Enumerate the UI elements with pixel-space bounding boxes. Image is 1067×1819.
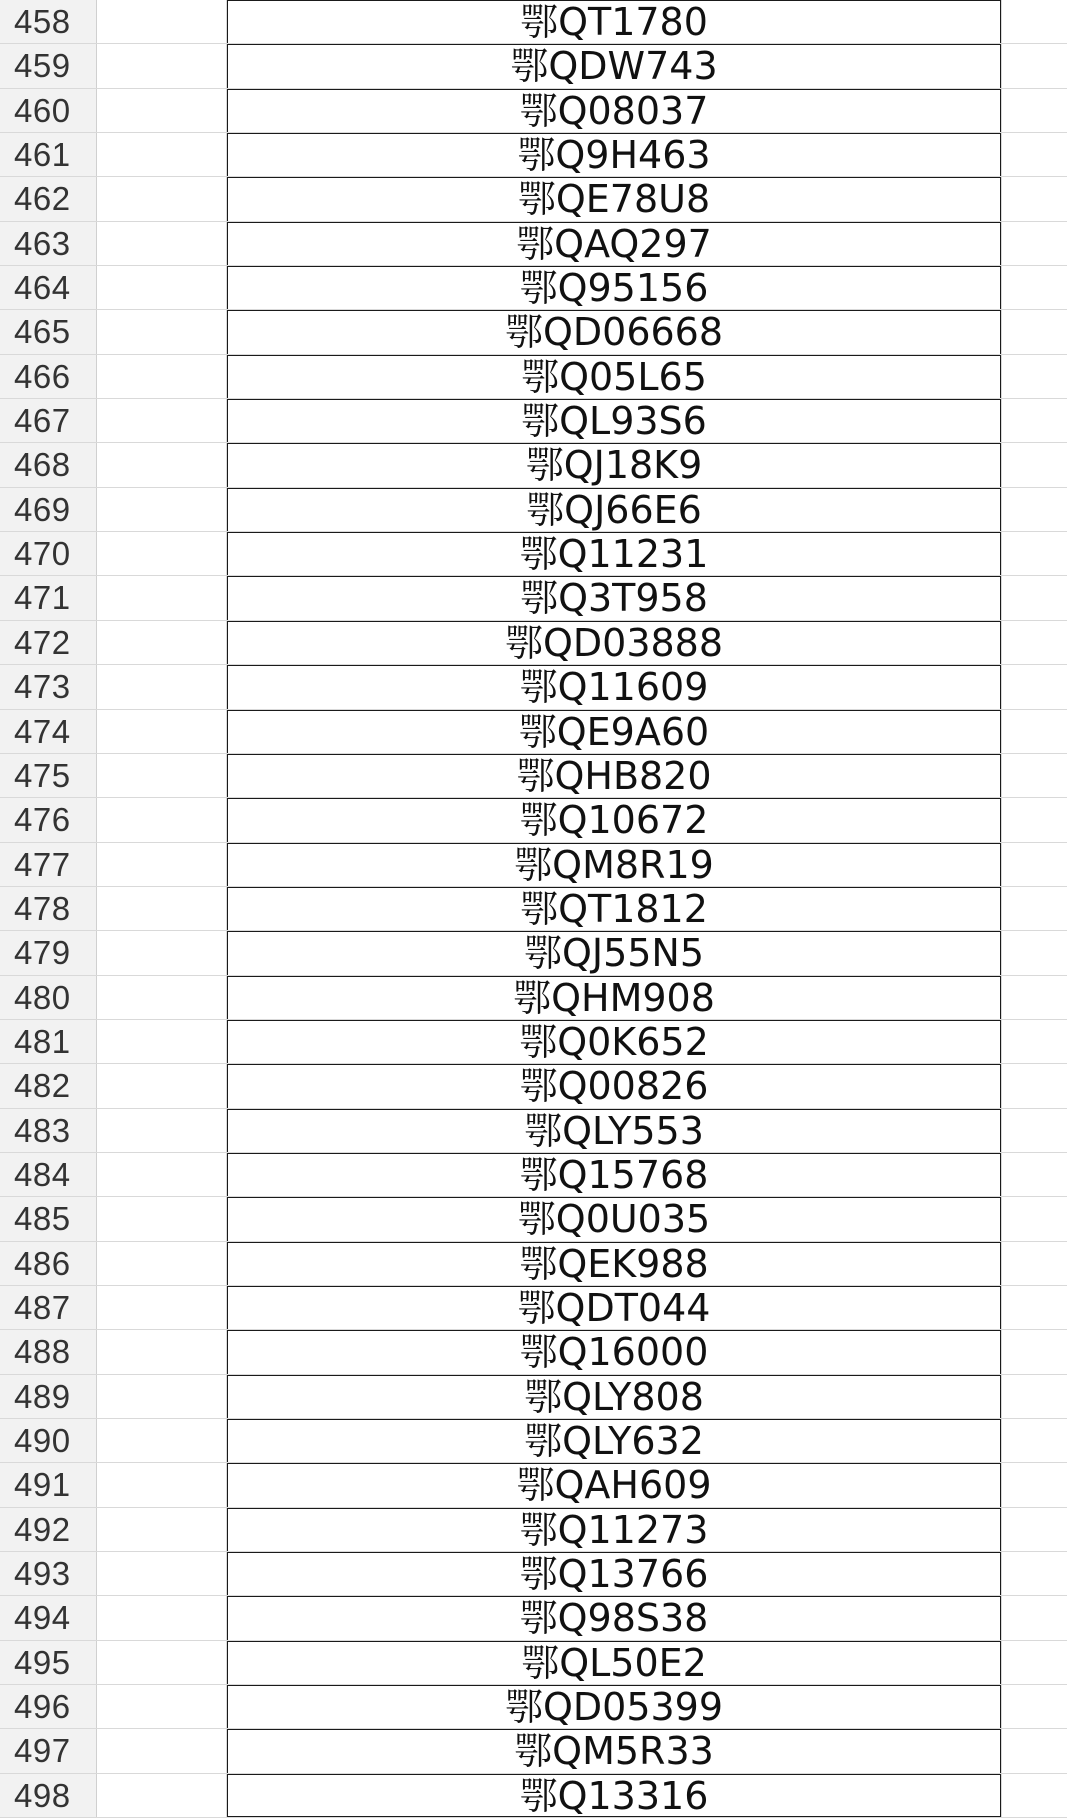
cell-empty[interactable] (1001, 1242, 1067, 1285)
cell-plate[interactable]: 鄂QE9A60 (227, 710, 1001, 753)
cell-plate[interactable]: 鄂Q95156 (227, 266, 1001, 309)
cell-empty[interactable] (1001, 177, 1067, 220)
cell-empty[interactable] (97, 89, 227, 132)
cell-plate[interactable]: 鄂QD06668 (227, 310, 1001, 353)
cell-empty[interactable] (97, 1064, 227, 1107)
cell-empty[interactable] (97, 1197, 227, 1240)
row-header[interactable]: 486 (0, 1242, 97, 1285)
table-row (0, 1064, 1067, 1108)
row-header[interactable]: 458 (0, 0, 97, 43)
cell-empty[interactable] (1001, 1153, 1067, 1196)
cell-plate[interactable]: 鄂Q11273 (227, 1508, 1001, 1551)
table-row (0, 887, 1067, 931)
cell-empty[interactable] (1001, 532, 1067, 575)
cell-empty[interactable] (97, 310, 227, 353)
cell-empty[interactable] (97, 0, 227, 43)
row-header[interactable]: 466 (0, 355, 97, 398)
cell-empty[interactable] (97, 532, 227, 575)
cell-empty[interactable] (1001, 1729, 1067, 1772)
cell-empty[interactable] (1001, 133, 1067, 176)
cell-empty[interactable] (1001, 931, 1067, 974)
row-header[interactable]: 488 (0, 1330, 97, 1373)
cell-empty[interactable] (97, 133, 227, 176)
cell-empty[interactable] (97, 665, 227, 708)
cell-plate[interactable]: 鄂QDT044 (227, 1286, 1001, 1329)
cell-plate[interactable]: 鄂QLY632 (227, 1419, 1001, 1462)
row-header[interactable]: 473 (0, 665, 97, 708)
cell-empty[interactable] (1001, 310, 1067, 353)
row-header[interactable]: 467 (0, 399, 97, 442)
cell-empty[interactable] (97, 710, 227, 753)
cell-empty[interactable] (1001, 1596, 1067, 1639)
cell-plate[interactable]: 鄂QD03888 (227, 621, 1001, 664)
cell-empty[interactable] (1001, 798, 1067, 841)
row-header[interactable]: 481 (0, 1020, 97, 1063)
cell-plate[interactable]: 鄂Q10672 (227, 798, 1001, 841)
cell-empty[interactable] (97, 488, 227, 531)
cell-plate[interactable]: 鄂Q3T958 (227, 576, 1001, 619)
cell-plate[interactable]: 鄂QD05399 (227, 1685, 1001, 1728)
cell-plate[interactable]: 鄂QM8R19 (227, 843, 1001, 886)
table-row (0, 665, 1067, 709)
row-header[interactable]: 489 (0, 1375, 97, 1418)
table-row (0, 1330, 1067, 1374)
table-row (0, 488, 1067, 532)
row-header[interactable]: 460 (0, 89, 97, 132)
table-row (0, 1419, 1067, 1463)
cell-plate[interactable]: 鄂QHB820 (227, 754, 1001, 797)
cell-empty[interactable] (1001, 1286, 1067, 1329)
cell-empty[interactable] (1001, 1508, 1067, 1551)
cell-plate[interactable]: 鄂QL93S6 (227, 399, 1001, 442)
cell-plate[interactable]: 鄂QT1812 (227, 887, 1001, 930)
row-header[interactable]: 468 (0, 443, 97, 486)
cell-empty[interactable] (1001, 0, 1067, 43)
cell-empty[interactable] (1001, 1463, 1067, 1506)
table-row (0, 1153, 1067, 1197)
table-row (0, 710, 1067, 754)
table-row (0, 133, 1067, 177)
cell-empty[interactable] (1001, 1020, 1067, 1063)
cell-empty[interactable] (97, 222, 227, 265)
cell-empty[interactable] (1001, 1685, 1067, 1728)
cell-empty[interactable] (97, 1375, 227, 1418)
cell-empty[interactable] (97, 754, 227, 797)
row-header[interactable]: 479 (0, 931, 97, 974)
table-row (0, 1109, 1067, 1153)
cell-plate[interactable]: 鄂Q00826 (227, 1064, 1001, 1107)
table-row (0, 1463, 1067, 1507)
cell-empty[interactable] (97, 576, 227, 619)
cell-plate[interactable]: 鄂QM5R33 (227, 1729, 1001, 1772)
row-header[interactable]: 482 (0, 1064, 97, 1107)
table-row (0, 44, 1067, 88)
cell-plate[interactable]: 鄂Q08037 (227, 89, 1001, 132)
table-row (0, 222, 1067, 266)
table-row (0, 754, 1067, 798)
cell-empty[interactable] (97, 1419, 227, 1462)
cell-empty[interactable] (97, 931, 227, 974)
cell-empty[interactable] (97, 355, 227, 398)
row-header[interactable]: 465 (0, 310, 97, 353)
cell-empty[interactable] (97, 1596, 227, 1639)
table-row (0, 798, 1067, 842)
cell-plate[interactable]: 鄂QDW743 (227, 44, 1001, 87)
cell-empty[interactable] (97, 887, 227, 930)
row-header[interactable]: 474 (0, 710, 97, 753)
row-header[interactable]: 461 (0, 133, 97, 176)
row-header[interactable]: 470 (0, 532, 97, 575)
table-row (0, 1641, 1067, 1685)
cell-empty[interactable] (1001, 1064, 1067, 1107)
cell-empty[interactable] (1001, 1330, 1067, 1373)
table-row (0, 266, 1067, 310)
cell-empty[interactable] (1001, 843, 1067, 886)
row-header[interactable]: 483 (0, 1109, 97, 1152)
cell-plate[interactable]: 鄂Q13766 (227, 1552, 1001, 1595)
cell-empty[interactable] (1001, 1375, 1067, 1418)
cell-empty[interactable] (1001, 1552, 1067, 1595)
cell-empty[interactable] (97, 1109, 227, 1152)
cell-empty[interactable] (1001, 399, 1067, 442)
cell-empty[interactable] (1001, 222, 1067, 265)
cell-plate[interactable]: 鄂QJ18K9 (227, 443, 1001, 486)
cell-plate[interactable]: 鄂QLY553 (227, 1109, 1001, 1152)
cell-empty[interactable] (1001, 976, 1067, 1019)
cell-empty[interactable] (97, 843, 227, 886)
cell-empty[interactable] (97, 266, 227, 309)
row-header[interactable]: 463 (0, 222, 97, 265)
row-header[interactable]: 497 (0, 1729, 97, 1772)
cell-empty[interactable] (1001, 1774, 1067, 1817)
cell-empty[interactable] (97, 798, 227, 841)
cell-empty[interactable] (1001, 576, 1067, 619)
row-header[interactable]: 498 (0, 1774, 97, 1817)
row-header[interactable]: 472 (0, 621, 97, 664)
row-header[interactable]: 480 (0, 976, 97, 1019)
cell-empty[interactable] (97, 443, 227, 486)
cell-empty[interactable] (1001, 89, 1067, 132)
cell-plate[interactable]: 鄂QJ66E6 (227, 488, 1001, 531)
cell-empty[interactable] (1001, 621, 1067, 664)
row-header[interactable]: 485 (0, 1197, 97, 1240)
cell-empty[interactable] (97, 1330, 227, 1373)
cell-empty[interactable] (97, 1153, 227, 1196)
table-row (0, 1508, 1067, 1552)
table-row (0, 1242, 1067, 1286)
table-row (0, 1552, 1067, 1596)
row-header[interactable]: 484 (0, 1153, 97, 1196)
table-row (0, 576, 1067, 620)
row-header[interactable]: 464 (0, 266, 97, 309)
cell-empty[interactable] (97, 1242, 227, 1285)
cell-plate[interactable]: 鄂Q0U035 (227, 1197, 1001, 1240)
cell-empty[interactable] (1001, 1641, 1067, 1684)
row-header[interactable]: 490 (0, 1419, 97, 1462)
cell-empty[interactable] (97, 976, 227, 1019)
row-header[interactable]: 487 (0, 1286, 97, 1329)
table-row (0, 89, 1067, 133)
cell-empty[interactable] (97, 1729, 227, 1772)
cell-empty[interactable] (97, 399, 227, 442)
table-row (0, 1596, 1067, 1640)
table-row (0, 355, 1067, 399)
cell-empty[interactable] (97, 44, 227, 87)
row-header[interactable]: 491 (0, 1463, 97, 1506)
row-header[interactable]: 475 (0, 754, 97, 797)
cell-empty[interactable] (97, 621, 227, 664)
table-row (0, 1375, 1067, 1419)
cell-plate[interactable]: 鄂Q98S38 (227, 1596, 1001, 1639)
row-header[interactable]: 495 (0, 1641, 97, 1684)
cell-plate[interactable]: 鄂QAQ297 (227, 222, 1001, 265)
row-header[interactable]: 478 (0, 887, 97, 930)
cell-empty[interactable] (97, 1508, 227, 1551)
table-row (0, 1197, 1067, 1241)
cell-plate[interactable]: 鄂QL50E2 (227, 1641, 1001, 1684)
cell-plate[interactable]: 鄂QE78U8 (227, 177, 1001, 220)
cell-empty[interactable] (1001, 488, 1067, 531)
cell-empty[interactable] (1001, 665, 1067, 708)
cell-empty[interactable] (1001, 443, 1067, 486)
table-row (0, 1286, 1067, 1330)
table-row (0, 532, 1067, 576)
cell-plate[interactable]: 鄂Q13316 (227, 1774, 1001, 1817)
cell-empty[interactable] (97, 1020, 227, 1063)
cell-empty[interactable] (1001, 1197, 1067, 1240)
cell-empty[interactable] (1001, 266, 1067, 309)
row-header[interactable]: 459 (0, 44, 97, 87)
cell-plate[interactable]: 鄂Q11231 (227, 532, 1001, 575)
cell-empty[interactable] (97, 1463, 227, 1506)
cell-empty[interactable] (1001, 1109, 1067, 1152)
cell-empty[interactable] (1001, 1419, 1067, 1462)
table-row (0, 1729, 1067, 1773)
cell-plate[interactable]: 鄂QHM908 (227, 976, 1001, 1019)
row-header[interactable]: 492 (0, 1508, 97, 1551)
cell-plate[interactable]: 鄂QT1780 (227, 0, 1001, 43)
table-row (0, 399, 1067, 443)
cell-plate[interactable]: 鄂QJ55N5 (227, 931, 1001, 974)
cell-plate[interactable]: 鄂QAH609 (227, 1463, 1001, 1506)
table-row (0, 621, 1067, 665)
cell-empty[interactable] (97, 1641, 227, 1684)
table-row (0, 310, 1067, 354)
table-row (0, 976, 1067, 1020)
cell-plate[interactable]: 鄂QLY808 (227, 1375, 1001, 1418)
table-row (0, 1774, 1067, 1818)
row-header[interactable]: 476 (0, 798, 97, 841)
cell-empty[interactable] (97, 1685, 227, 1728)
cell-plate[interactable]: 鄂Q9H463 (227, 133, 1001, 176)
row-header[interactable]: 471 (0, 576, 97, 619)
cell-empty[interactable] (97, 1552, 227, 1595)
table-row (0, 177, 1067, 221)
cell-plate[interactable]: 鄂QEK988 (227, 1242, 1001, 1285)
cell-plate[interactable]: 鄂Q0K652 (227, 1020, 1001, 1063)
table-row (0, 0, 1067, 44)
table-row (0, 1020, 1067, 1064)
cell-plate[interactable]: 鄂Q15768 (227, 1153, 1001, 1196)
cell-empty[interactable] (97, 177, 227, 220)
table-row (0, 443, 1067, 487)
cell-empty[interactable] (97, 1286, 227, 1329)
row-header[interactable]: 493 (0, 1552, 97, 1595)
row-header[interactable]: 477 (0, 843, 97, 886)
cell-empty[interactable] (1001, 355, 1067, 398)
row-header[interactable]: 494 (0, 1596, 97, 1639)
table-row (0, 1685, 1067, 1729)
row-header[interactable]: 496 (0, 1685, 97, 1728)
row-header[interactable]: 462 (0, 177, 97, 220)
cell-empty[interactable] (1001, 710, 1067, 753)
cell-empty[interactable] (1001, 887, 1067, 930)
table-row (0, 843, 1067, 887)
cell-empty[interactable] (97, 1774, 227, 1817)
cell-plate[interactable]: 鄂Q11609 (227, 665, 1001, 708)
cell-empty[interactable] (1001, 754, 1067, 797)
table-row (0, 931, 1067, 975)
cell-plate[interactable]: 鄂Q05L65 (227, 355, 1001, 398)
cell-plate[interactable]: 鄂Q16000 (227, 1330, 1001, 1373)
cell-empty[interactable] (1001, 44, 1067, 87)
row-header[interactable]: 469 (0, 488, 97, 531)
